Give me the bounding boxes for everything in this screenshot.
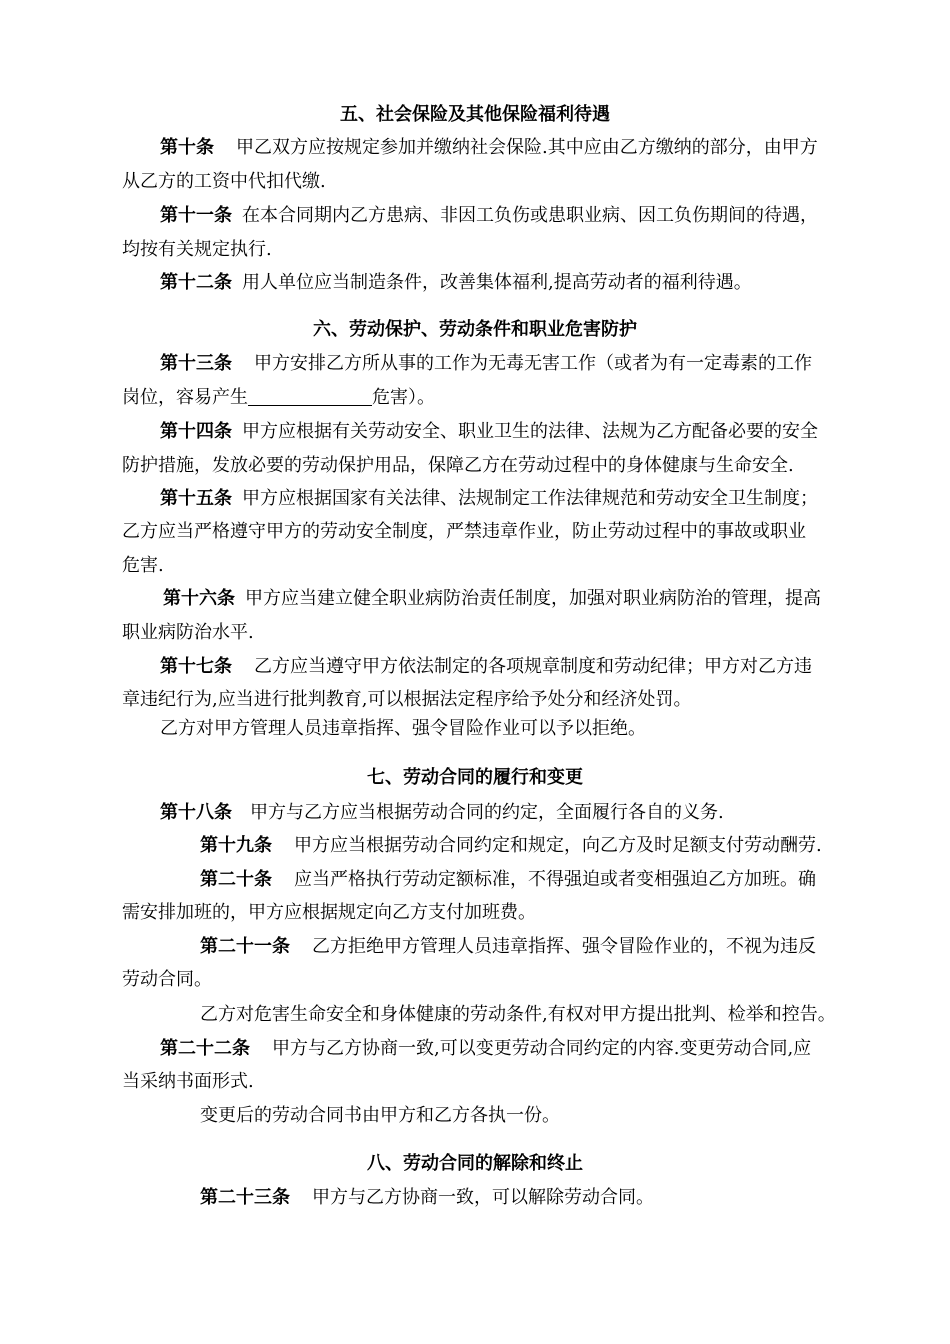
- article-22-label: 第二十二条: [160, 1038, 250, 1059]
- article-14-label: 第十四条: [160, 421, 232, 442]
- section-title-5: 五、社会保险及其他保险福利待遇: [340, 104, 610, 125]
- article-17-line-2: 章违纪行为,应当进行批判教育,可以根据法定程序给予处分和经济处罚。: [122, 689, 692, 710]
- article-17-line-3: 乙方对甲方管理人员违章指挥、强令冒险作业可以予以拒绝。: [160, 718, 646, 739]
- article-23-label: 第二十三条: [200, 1187, 290, 1208]
- fill-in-blank: [248, 387, 372, 406]
- article-12-line-1: 第十二条 用人单位应当制造条件，改善集体福利,提高劳动者的福利待遇。: [160, 272, 752, 293]
- article-15-line-3: 危害.: [122, 555, 164, 576]
- article-18-label: 第十八条: [160, 802, 232, 823]
- article-19-label: 第十九条: [200, 835, 272, 856]
- section-title-8: 八、劳动合同的解除和终止: [367, 1153, 583, 1174]
- article-12-label: 第十二条: [160, 272, 232, 293]
- article-16-line-2: 职业病防治水平.: [122, 622, 254, 643]
- article-20-label: 第二十条: [200, 869, 272, 890]
- article-11-line-1: 第十一条 在本合同期内乙方患病、非因工负伤或患职业病、因工负伤期间的待遇，: [160, 205, 818, 226]
- article-15-line-2: 乙方应当严格遵守甲方的劳动安全制度，严禁违章作业，防止劳动过程中的事故或职业: [122, 521, 806, 542]
- article-21-label: 第二十一条: [200, 936, 290, 957]
- article-19-line-1: 第十九条 甲方应当根据劳动合同约定和规定，向乙方及时足额支付劳动酬劳.: [200, 835, 822, 856]
- article-14-line-2: 防护措施，发放必要的劳动保护用品，保障乙方在劳动过程中的身体健康与生命安全.: [122, 455, 794, 476]
- article-11-line-2: 均按有关规定执行.: [122, 239, 272, 260]
- article-16-line-1: 第十六条 甲方应当建立健全职业病防治责任制度，加强对职业病防治的管理，提高: [163, 588, 821, 609]
- section-title-6: 六、劳动保护、劳动条件和职业危害防护: [313, 319, 637, 340]
- article-13-label: 第十三条: [160, 353, 232, 374]
- article-13-line-1: 第十三条 甲方安排乙方所从事的工作为无毒无害工作（或者为有一定毒素的工作: [160, 353, 812, 374]
- article-20-line-2: 需安排加班的，甲方应根据规定向乙方支付加班费。: [122, 902, 536, 923]
- article-10-line-1: 第十条 甲乙双方应按规定参加并缴纳社会保险.其中应由乙方缴纳的部分，由甲方: [160, 137, 818, 158]
- article-13-line-2: 岗位，容易产生 危害）。: [122, 387, 435, 408]
- article-16-label: 第十六条: [163, 588, 235, 609]
- article-21-line-1: 第二十一条 乙方拒绝甲方管理人员违章指挥、强令冒险作业的，不视为违反: [200, 936, 816, 957]
- article-10-label: 第十条: [160, 137, 214, 158]
- section-title-7: 七、劳动合同的履行和变更: [367, 767, 583, 788]
- article-17-label: 第十七条: [160, 656, 232, 677]
- article-23-line-1: 第二十三条 甲方与乙方协商一致，可以解除劳动合同。: [200, 1187, 654, 1208]
- article-21-line-3: 乙方对危害生命安全和身体健康的劳动条件,有权对甲方提出批判、检举和控告。: [200, 1004, 836, 1025]
- article-22-line-3: 变更后的劳动合同书由甲方和乙方各执一份。: [200, 1105, 560, 1126]
- article-22-line-1: 第二十二条 甲方与乙方协商一致,可以变更劳动合同约定的内容.变更劳动合同,应: [160, 1038, 812, 1059]
- article-14-line-1: 第十四条 甲方应根据有关劳动安全、职业卫生的法律、法规为乙方配备必要的安全: [160, 421, 818, 442]
- article-21-line-2: 劳动合同。: [122, 969, 212, 990]
- article-10-line-2: 从乙方的工资中代扣代缴.: [122, 171, 326, 192]
- article-17-line-1: 第十七条 乙方应当遵守甲方依法制定的各项规章制度和劳动纪律；甲方对乙方违: [160, 656, 812, 677]
- article-11-label: 第十一条: [160, 205, 232, 226]
- article-15-line-1: 第十五条 甲方应根据国家有关法律、法规制定工作法律规范和劳动安全卫生制度；: [160, 488, 818, 509]
- article-22-line-2: 当采纳书面形式.: [122, 1071, 254, 1092]
- article-20-line-1: 第二十条 应当严格执行劳动定额标准，不得强迫或者变相强迫乙方加班。确: [200, 869, 816, 890]
- article-18-line-1: 第十八条 甲方与乙方应当根据劳动合同的约定，全面履行各自的义务.: [160, 802, 724, 823]
- article-15-label: 第十五条: [160, 488, 232, 509]
